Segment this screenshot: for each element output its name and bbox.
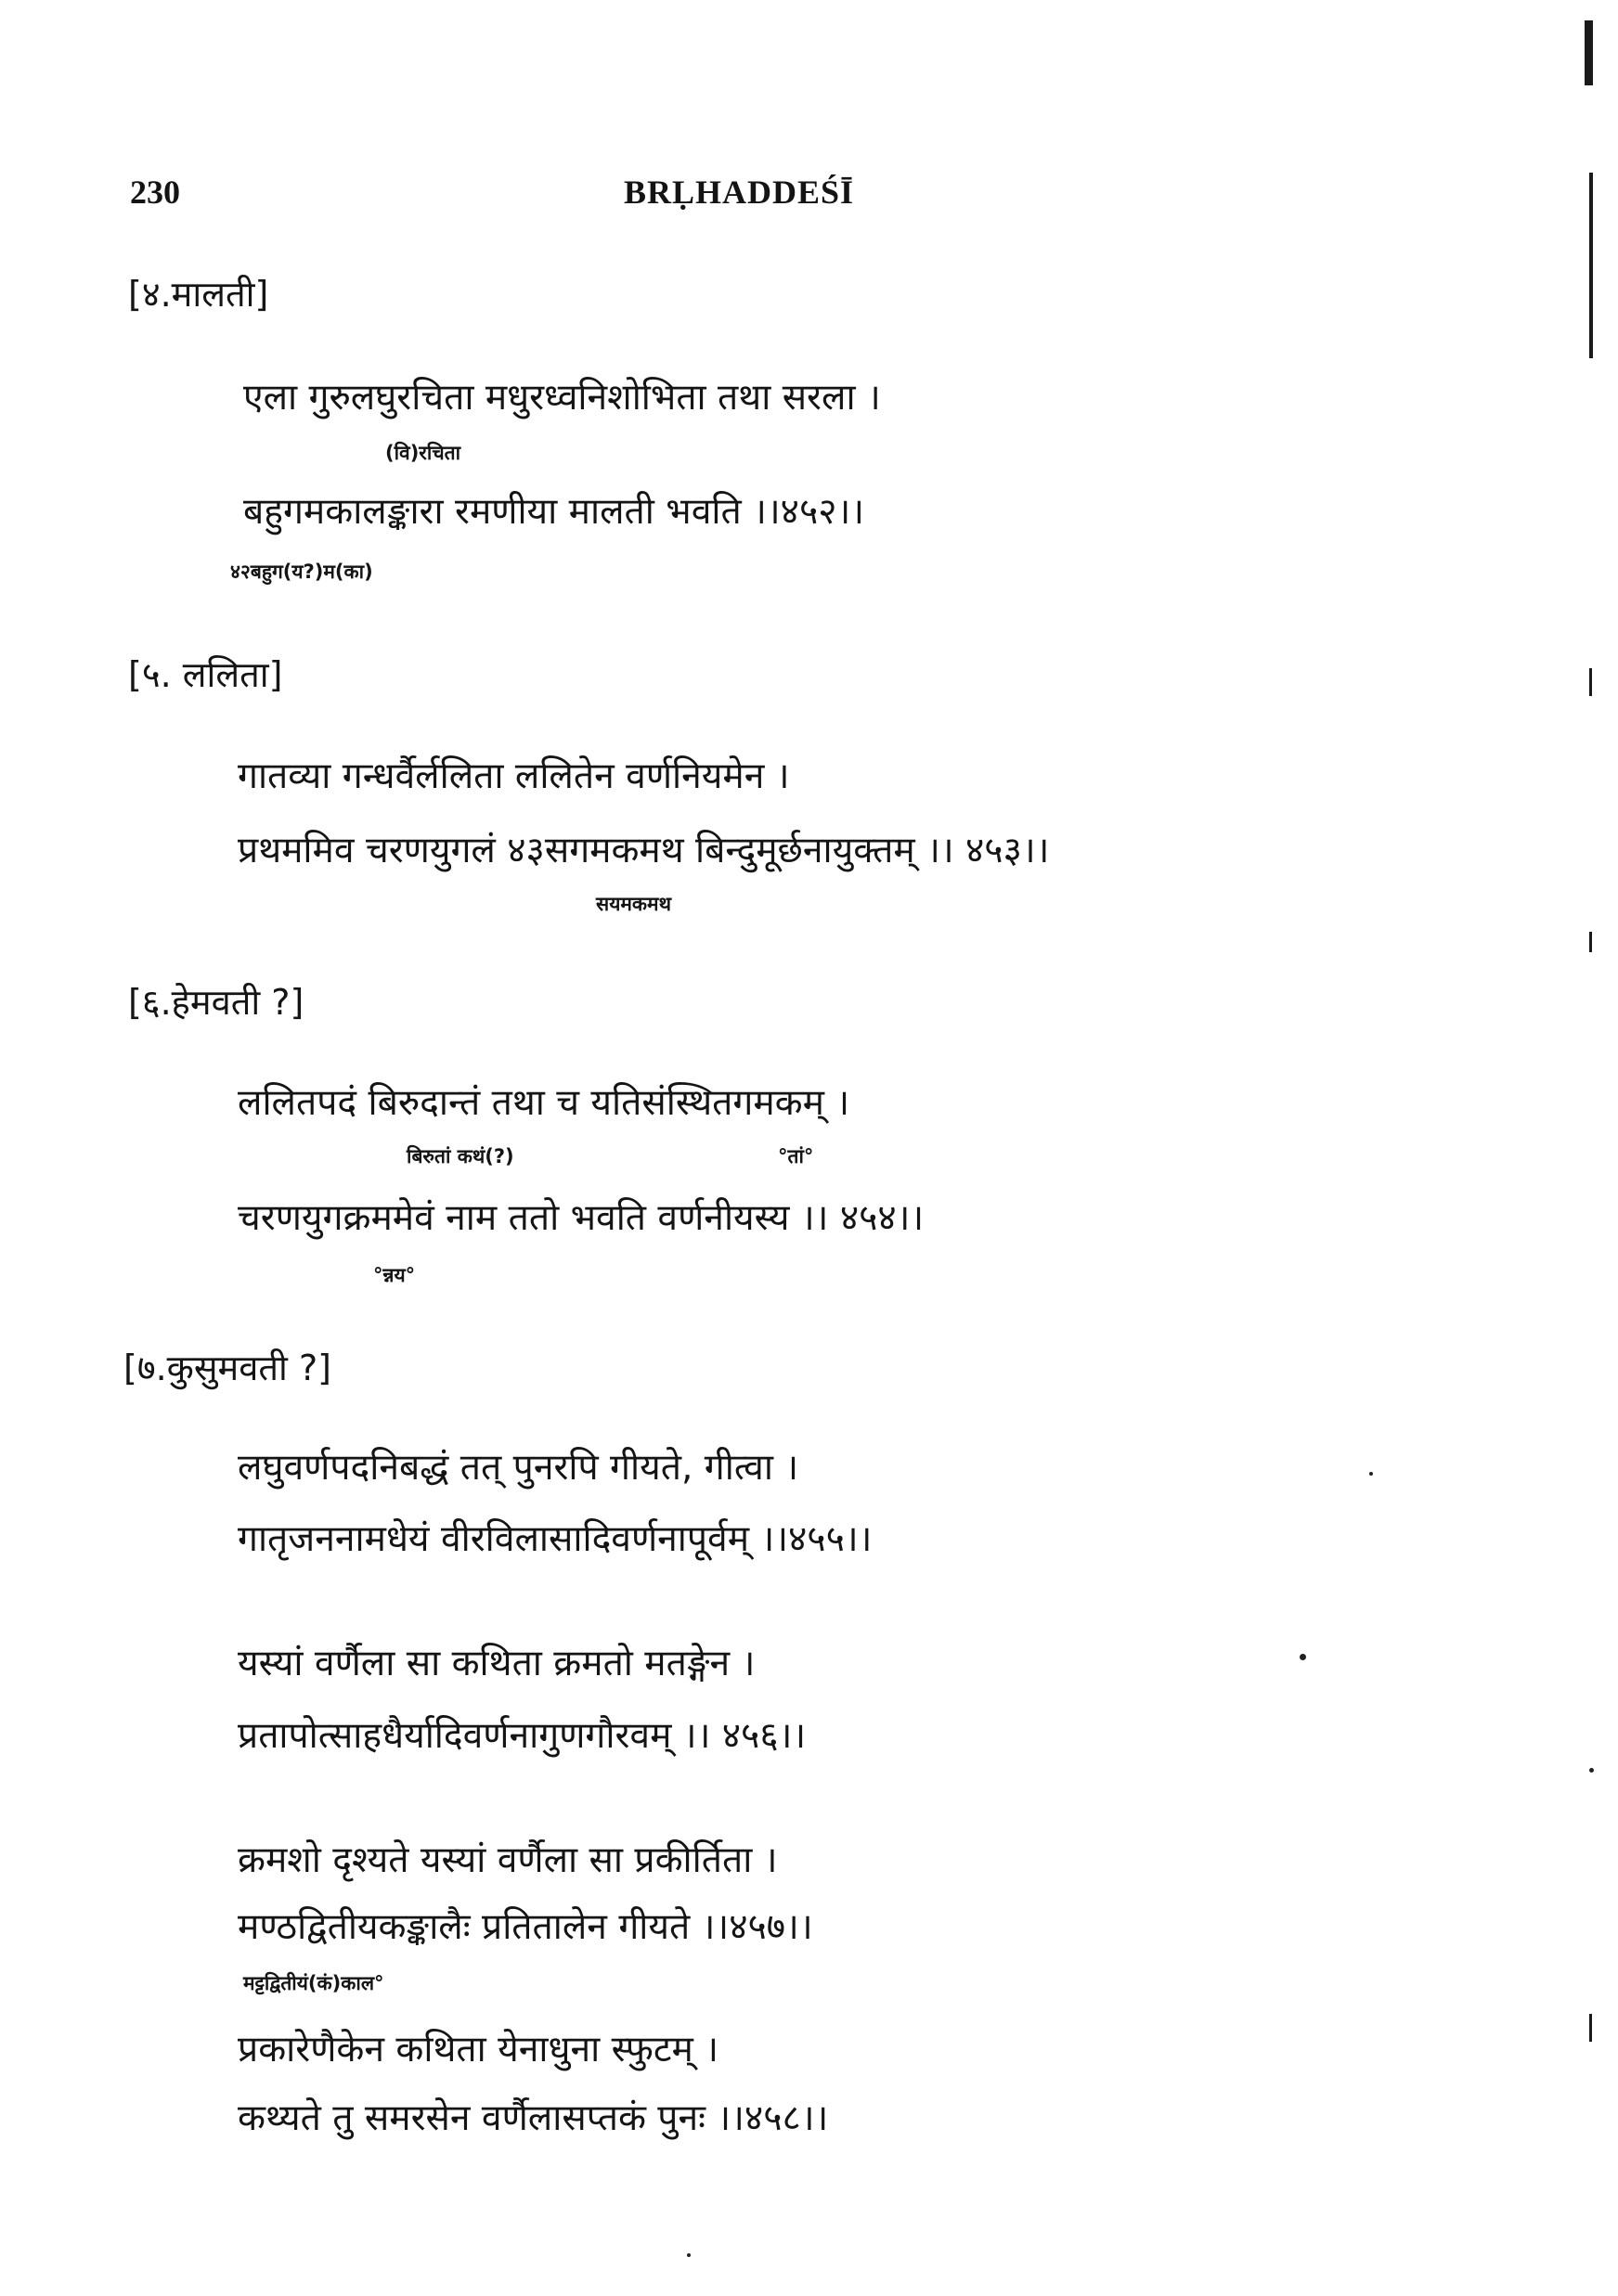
page-number: 230 (130, 174, 180, 211)
verse-line: प्रकारेणैकेन कथिता येनाधुना स्फुटम् । (238, 2029, 718, 2070)
scan-speck (1300, 1654, 1306, 1660)
verse-line: गातव्या गन्धर्वैर्ललिता ललितेन वर्णनियमेन । (238, 755, 790, 797)
footnote: ४२बहुग(य?)म(का) (230, 561, 373, 583)
verse-line: कथ्यते तु समरसेन वर्णैलासप्तकं पुनः ।।४५८।। (238, 2097, 829, 2139)
variant-note: (वि)रचिता (385, 442, 461, 464)
verse-line: मण्ठद्वितीयकङ्कालैः प्रतितालेन गीयते ।।४५७।। (238, 1906, 813, 1948)
verse-line: एला गुरुलघुरचिता मधुरध्वनिशोभिता तथा सरला । (243, 377, 881, 419)
section-heading-malati: [४.मालती] (128, 274, 269, 315)
verse-line: लघुवर्णपदनिबद्धं तत् पुनरपि गीयते, गीत्वा । (238, 1447, 799, 1489)
scan-edge-mark (1589, 2014, 1592, 2042)
verse-line: प्रथममिव चरणयुगलं ४३सगमकमथ बिन्दुमूर्छनायुक्तम् ।। ४५३।। (238, 830, 1050, 871)
verse-line: ललितपदं बिरुदान्तं तथा च यतिसंस्थितगमकम् । (238, 1082, 850, 1124)
scan-edge-mark (1589, 932, 1592, 952)
variant-note: सयमकमथ (596, 893, 672, 915)
section-heading-hemavati: [६.हेमवती ?] (128, 982, 304, 1023)
variant-note: मट्टद्वितीयं(कं)काल° (243, 1972, 384, 1994)
variant-note: °तां° (778, 1145, 814, 1167)
scan-speck (687, 2253, 691, 2257)
scan-edge-mark (1585, 20, 1593, 85)
verse-line: बहुगमकालङ्कारा रमणीया मालती भवति ।।४५२।। (243, 491, 865, 533)
verse-line: क्रमशो दृश्यते यस्यां वर्णैला सा प्रकीर्तिता । (238, 1839, 778, 1881)
variant-note: °न्नय° (373, 1264, 416, 1286)
scan-speck (1589, 1768, 1594, 1773)
scan-edge-mark (1589, 173, 1593, 358)
variant-note: बिरुतां कथं(?) (407, 1145, 514, 1167)
scan-edge-mark (1589, 668, 1592, 696)
scan-speck (1369, 1472, 1373, 1476)
section-heading-lalita: [५. ललिता] (128, 654, 283, 695)
section-heading-kusumavati: [७.कुसुमवती ?] (123, 1348, 331, 1388)
verse-line: चरणयुगक्रममेवं नाम ततो भवति वर्णनीयस्य ।। ४५४।। (238, 1197, 925, 1239)
verse-line: गातृजननामधेयं वीरविलासादिवर्णनापूर्वम् ।।४५५।। (238, 1518, 873, 1560)
running-head: BRḶHADDEŚĪ (624, 174, 855, 211)
verse-line: प्रतापोत्साहधैर्यादिवर्णनागुणगौरवम् ।। ४५६।। (238, 1715, 807, 1757)
verse-line: यस्यां वर्णैला सा कथिता क्रमतो मतङ्गेन । (238, 1643, 756, 1684)
